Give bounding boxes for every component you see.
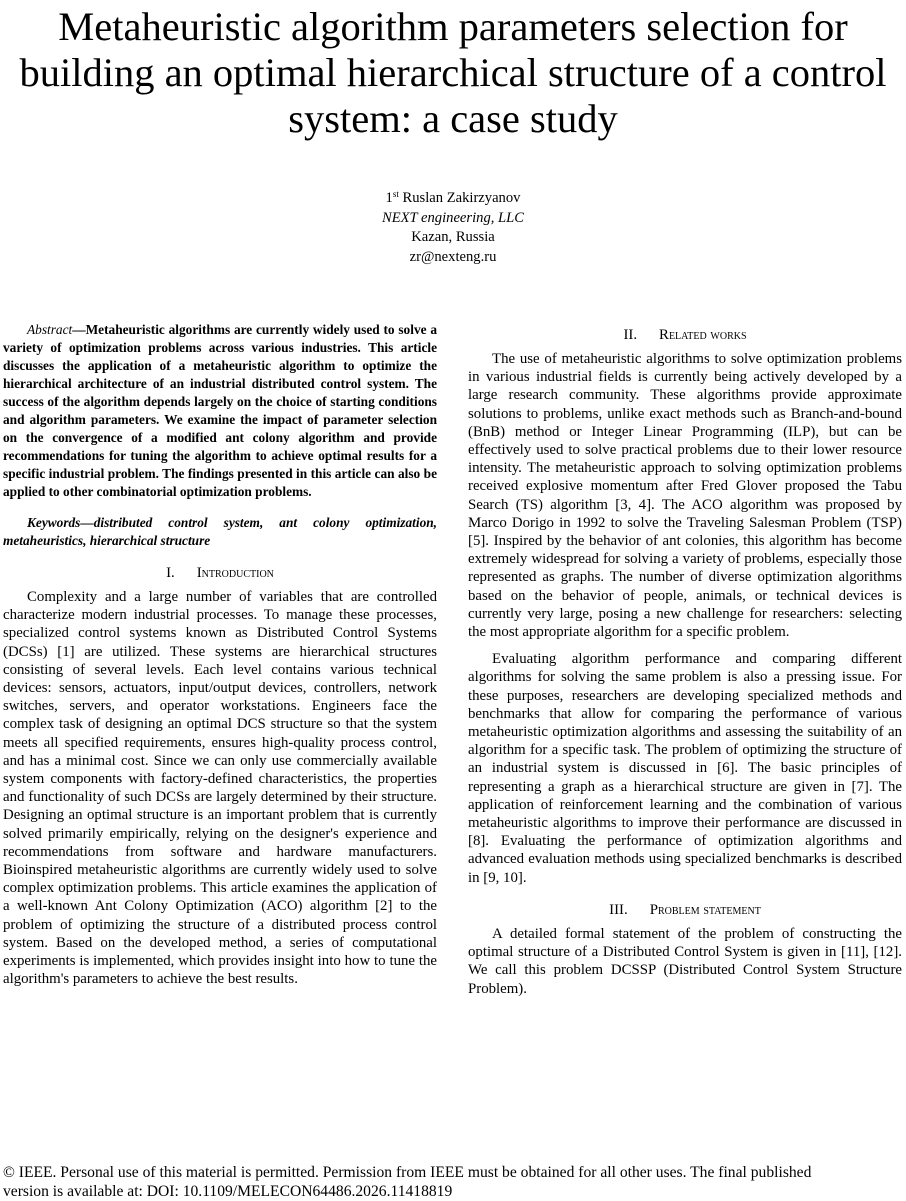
section-title: Problem statement bbox=[650, 902, 761, 918]
abstract-text: Metaheuristic algorithms are currently widely used to solve a variety of optimization problems across various industries. This article discusses the application of a metaheuristic algorithm to optimize the hierarchical architecture of an industrial distributed control system. The success of the algorithm depends largely on the choice of starting conditions and algorithm parameters. We examine the impact of parameter selection on the convergence of a modified ant colony algorithm and provide recommendations for tuning the algorithm to achieve optimal results for a specific industrial problem. The findings presented in this article can also be applied to other combinatorial optimization problems. bbox=[3, 322, 437, 499]
author-location: Kazan, Russia bbox=[0, 228, 906, 248]
keywords bbox=[3, 514, 437, 550]
section-heading-introduction bbox=[3, 564, 437, 582]
keywords-label: Keywords bbox=[27, 515, 80, 530]
author-name-line bbox=[0, 189, 906, 209]
section-heading-related-works bbox=[468, 326, 902, 344]
section-number: III. bbox=[609, 902, 628, 918]
abstract-dash: — bbox=[72, 322, 85, 337]
left-column bbox=[3, 321, 437, 988]
introduction-paragraph: Complexity and a large number of variables that are controlled characterize modern industrial processes. To manage these processes, specialized control systems known as Distributed Control Systems (DCSs) [1] are utilized. These systems are hierarchical structures consisting of several levels. Each level contains various technical devices: sensors, actuators, input/output devices, controllers, network switches, servers, and operator workstations. Engineers face the complex task of designing an optimal DCS structure so that the system meets all specified requirements, ensures high-quality process control, and has a minimal cost. Since we can only use commercially available system components with factory-defined characteristics, the properties and functionality of such DCSs are largely determined by their structure. Designing an optimal structure is an important problem that is currently solved primarily empirically, relying on the designer's experience and recommendations from software and hardware manufacturers. Bioinspired metaheuristic algorithms are currently widely used to solve complex optimization problems. This article examines the application of a well-known Ant Colony Optimization (ACO) algorithm [2] to the problem of optimizing the structure of a distributed process control system. Based on the developed method, a series of computational experiments is implemented, which provides insight into how to tune the algorithm's parameters to achieve the best results. bbox=[3, 588, 437, 988]
author-affiliation: NEXT engineering, LLC bbox=[0, 209, 906, 229]
related-works-paragraph-2: Evaluating algorithm performance and comparing different algorithms for solving the same problem is also a pressing issue. For these purposes, researchers are developing specialized methods and benchmarks that allow for comparing the performance of various metaheuristic optimization algorithms and assessing the suitability of an algorithm for a specific task. The problem of optimizing the structure of an industrial system is discussed in [6]. The basic principles of representing a graph as a hierarchical structure are given in [7]. The application of reinforcement learning and the combination of various metaheuristic algorithms to improve their performance are discussed in [8]. Evaluating the performance of optimization algorithms and advanced evaluation methods using specialized benchmarks is described in [9, 10]. bbox=[468, 650, 902, 887]
author-ordinal: 1 bbox=[386, 190, 393, 206]
abstract-label: Abstract bbox=[27, 322, 72, 337]
related-works-paragraph-1: The use of metaheuristic algorithms to solve optimization problems in various industrial fields is currently being actively developed by a large research community. These algorithms provide approximate solutions to problems, unlike exact methods such as Branch-and-bound (BnB) method or Integer Linear Programming (ILP), but can be effectively used to solve practical problems due to their lower resource intensity. The metaheuristic approach to solving optimization problems received explosive momentum after Fred Glover proposed the Tabu Search (TS) algorithm [3, 4]. The ACO algorithm was proposed by Marco Dorigo in 1992 to solve the Traveling Salesman Problem (TSP) [5]. Inspired by the behavior of ant colonies, this algorithm has become extremely widespread for solving a variety of problems, especially those represented as graphs. The number of diverse optimization algorithms based on the behavior of people, animals, or technical devices is currently very large, posing a new challenge for researchers: selecting the most appropriate algorithm for a specific problem. bbox=[468, 350, 902, 641]
author-block bbox=[0, 189, 906, 267]
right-column bbox=[468, 321, 902, 998]
copyright-line-2: version is available at: DOI: 10.1109/MELECON64486.2026.11418819 bbox=[3, 1183, 903, 1201]
section-number: II. bbox=[623, 327, 637, 343]
author-email[interactable]: zr@nexteng.ru bbox=[0, 248, 906, 268]
keywords-text: distributed control system, ant colony optimization, metaheuristics, hierarchical structure bbox=[3, 515, 437, 548]
section-title: Related works bbox=[659, 327, 747, 343]
abstract bbox=[3, 321, 437, 501]
author-ordinal-suffix: st bbox=[393, 189, 399, 199]
section-heading-problem-statement bbox=[468, 901, 902, 919]
author-name: Ruslan Zakirzyanov bbox=[403, 190, 521, 206]
copyright-line-1: © IEEE. Personal use of this material is permitted. Permission from IEEE must be obtained for all other uses. The final published bbox=[3, 1164, 903, 1183]
section-title: Introduction bbox=[197, 565, 274, 581]
paper-title: Metaheuristic algorithm parameters selection for building an optimal hierarchical structure of a control system: a case study bbox=[0, 4, 906, 142]
section-number: I. bbox=[166, 565, 175, 581]
keywords-dash: — bbox=[80, 515, 93, 530]
problem-statement-paragraph: A detailed formal statement of the problem of constructing the optimal structure of a Distributed Control System is given in [11], [12]. We call this problem DCSSP (Distributed Control System Structure Problem). bbox=[468, 925, 902, 998]
copyright-footer bbox=[3, 1164, 903, 1201]
